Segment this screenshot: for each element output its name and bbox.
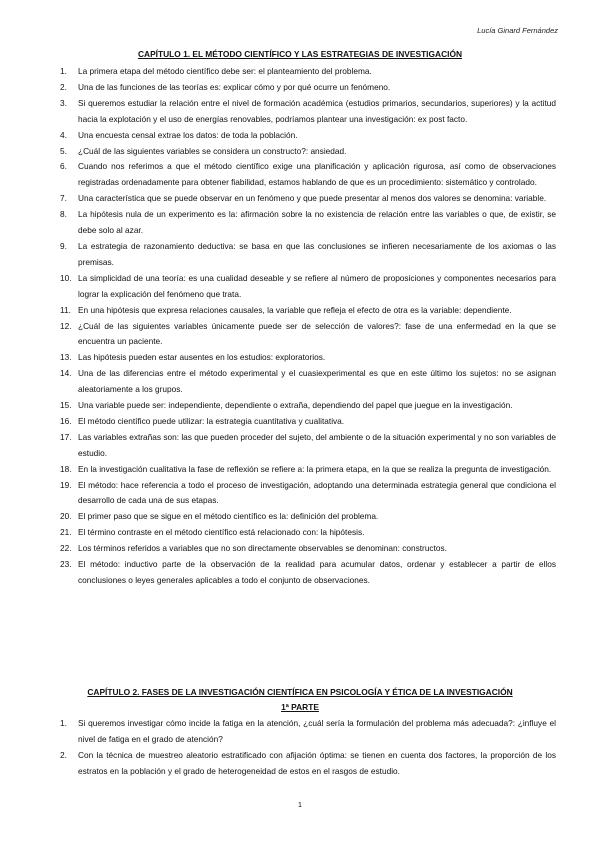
question-item (60, 509, 556, 525)
chapter-2-heading (60, 687, 540, 697)
question-item (60, 96, 556, 128)
question-text: Con la técnica de muestreo aleatorio estratificado con afijación óptima: se tienen en cuenta dos factores, la proporción de los estratos en la población y el grado de heterogeneidad de estos en el rasgos de estudio. (78, 749, 556, 776)
question-number: 1. (60, 66, 67, 76)
question-number: 8. (60, 209, 67, 220)
question-text: La primera etapa del método científico debe ser: el planteamiento del problema. (78, 66, 372, 76)
question-item (60, 144, 556, 160)
question-text: Una variable puede ser: independiente, dependiente o extraña, dependiendo del papel que juegue en la investigación. (78, 400, 513, 411)
page-number: 1 (297, 800, 303, 809)
chapter-1-heading (60, 49, 540, 59)
question-item (60, 557, 556, 589)
question-number: 12. (60, 320, 72, 331)
question-number: 19. (60, 479, 72, 490)
question-text: En una hipótesis que expresa relaciones causales, la variable que refleja el efecto de otra es la variable: dependiente. (78, 304, 512, 315)
question-item (60, 478, 556, 510)
question-text: El método científico puede utilizar: la estrategia cuantitativa y cualitativa. (78, 415, 345, 426)
question-number: 1. (60, 718, 67, 728)
question-text: Si queremos estudiar la relación entre el nivel de formación académica (estudios primarios, secundarios, superiores) y la actitud hacia la explotación y el uso de energías renovables, podríamos plantear una investigación: ex post facto. (78, 97, 556, 124)
question-text: El término contraste en el método científico está relacionado con: la hipótesis. (78, 527, 365, 538)
question-number: 4. (60, 129, 67, 140)
question-text: Las hipótesis pueden estar ausentes en los estudios: exploratorios. (78, 352, 326, 363)
question-number: 20. (60, 511, 72, 522)
question-item (60, 128, 556, 144)
question-item (60, 191, 556, 207)
question-number: 16. (60, 415, 72, 426)
question-number: 6. (60, 161, 67, 172)
question-text: ¿Cuál de las siguientes variables únicamente puede ser de selección de valores?: fase de una enfermedad en la que se encuentra un paciente. (78, 320, 556, 347)
question-text: La hipótesis nula de un experimento es la: afirmación sobre la no existencia de relación entre las variables o que, de existir, se debe solo al azar. (78, 209, 556, 236)
question-text: El primer paso que se sigue en el método científico es la: definición del problema. (78, 511, 379, 522)
question-number: 10. (60, 272, 72, 283)
question-item (60, 414, 556, 430)
question-item (60, 271, 556, 303)
question-number: 7. (60, 193, 67, 204)
question-number: 11. (60, 304, 71, 315)
author-name: Lucía Ginard Fernández (477, 26, 558, 35)
question-item (60, 239, 556, 271)
question-item (60, 319, 556, 351)
question-number: 2. (60, 749, 67, 760)
question-item (60, 748, 556, 780)
question-text: La simplicidad de una teoría: es una cualidad deseable y se refiere al número de proposiciones y componentes necesarios para lograr la explicación del fenómeno que trata. (78, 272, 556, 299)
question-item (60, 64, 556, 80)
chapter-1-title: CAPÍTULO 1. EL MÉTODO CIENTÍFICO Y LAS ESTRATEGIAS DE INVESTIGACIÓN (137, 49, 463, 59)
question-text: Si queremos investigar cómo incide la fatiga en la atención, ¿cuál sería la formulación del problema más adecuada?: ¿influye el nivel de fatiga en el grado de atención? (78, 718, 556, 744)
question-number: 13. (60, 352, 72, 363)
question-text: La estrategia de razonamiento deductiva: se basa en que las conclusiones se infieren necesariamente de los axiomas o las premisas. (78, 240, 556, 267)
question-item (60, 398, 556, 414)
question-text: El método: hace referencia a todo el proceso de investigación, adoptando una determinada estrategia general que condiciona el desarrollo de cada una de sus etapas. (78, 479, 556, 506)
question-item (60, 303, 556, 319)
question-item (60, 430, 556, 462)
question-text: Cuando nos referimos a que el método científico exige una planificación y aplicación rigurosa, así como de observaciones registradas ordenadamente para obtener fiabilidad, estamos hablando de que es un procedimiento: sistemático y controlado. (78, 161, 556, 188)
question-item (60, 207, 556, 239)
question-number: 5. (60, 145, 67, 156)
question-item (60, 525, 556, 541)
question-number: 9. (60, 240, 67, 251)
question-number: 21. (60, 527, 72, 538)
question-item (60, 159, 556, 191)
chapter-2-question-list (60, 716, 556, 780)
question-text: Una de las diferencias entre el método experimental y el cuasiexperimental es que en este último los sujetos: no se asignan aleatoriamente a los grupos. (78, 368, 556, 395)
question-item (60, 541, 556, 557)
question-item (60, 462, 556, 478)
question-item (60, 366, 556, 398)
question-number: 18. (60, 463, 72, 474)
question-text: El método: inductivo parte de la observación de la realidad para acumular datos, ordenar y establecer a partir de ellos conclusiones o leyes generales aplicables a todo el conjunto de observaciones. (78, 559, 556, 585)
question-number: 23. (60, 559, 72, 570)
question-number: 15. (60, 400, 72, 411)
question-text: Las variables extrañas son: las que pueden proceder del sujeto, del ambiente o de la situación experimental y no son variables de estudio. (78, 431, 556, 458)
question-item (60, 350, 556, 366)
chapter-2-title: CAPÍTULO 2. FASES DE LA INVESTIGACIÓN CIENTÍFICA EN PSICOLOGÍA Y ÉTICA DE LA INVESTIGACIÓN (87, 687, 513, 697)
question-text: Una de las funciones de las teorías es: explicar cómo y por qué ocurre un fenómeno. (78, 81, 391, 92)
question-text: Una encuesta censal extrae los datos: de toda la población. (78, 129, 298, 140)
question-text: Los términos referidos a variables que no son directamente observables se denominan: constructos. (78, 543, 447, 554)
question-number: 17. (60, 431, 72, 442)
question-item (60, 80, 556, 96)
question-number: 22. (60, 543, 72, 554)
question-text: En la investigación cualitativa la fase de reflexión se refiere a: la primera etapa, en la que se realiza la pregunta de investigación. (78, 463, 552, 474)
question-text: ¿Cuál de las siguientes variables se considera un constructo?: ansiedad. (78, 145, 347, 156)
chapter-1-question-list (60, 64, 556, 589)
question-number: 2. (60, 81, 67, 92)
question-number: 14. (60, 368, 72, 379)
question-text: Una característica que se puede observar en un fenómeno y que puede presentar al menos dos valores se denomina: variable. (78, 193, 547, 204)
chapter-2-part-label: 1ª PARTE (281, 702, 319, 712)
question-item (60, 716, 556, 748)
question-number: 3. (60, 97, 67, 108)
